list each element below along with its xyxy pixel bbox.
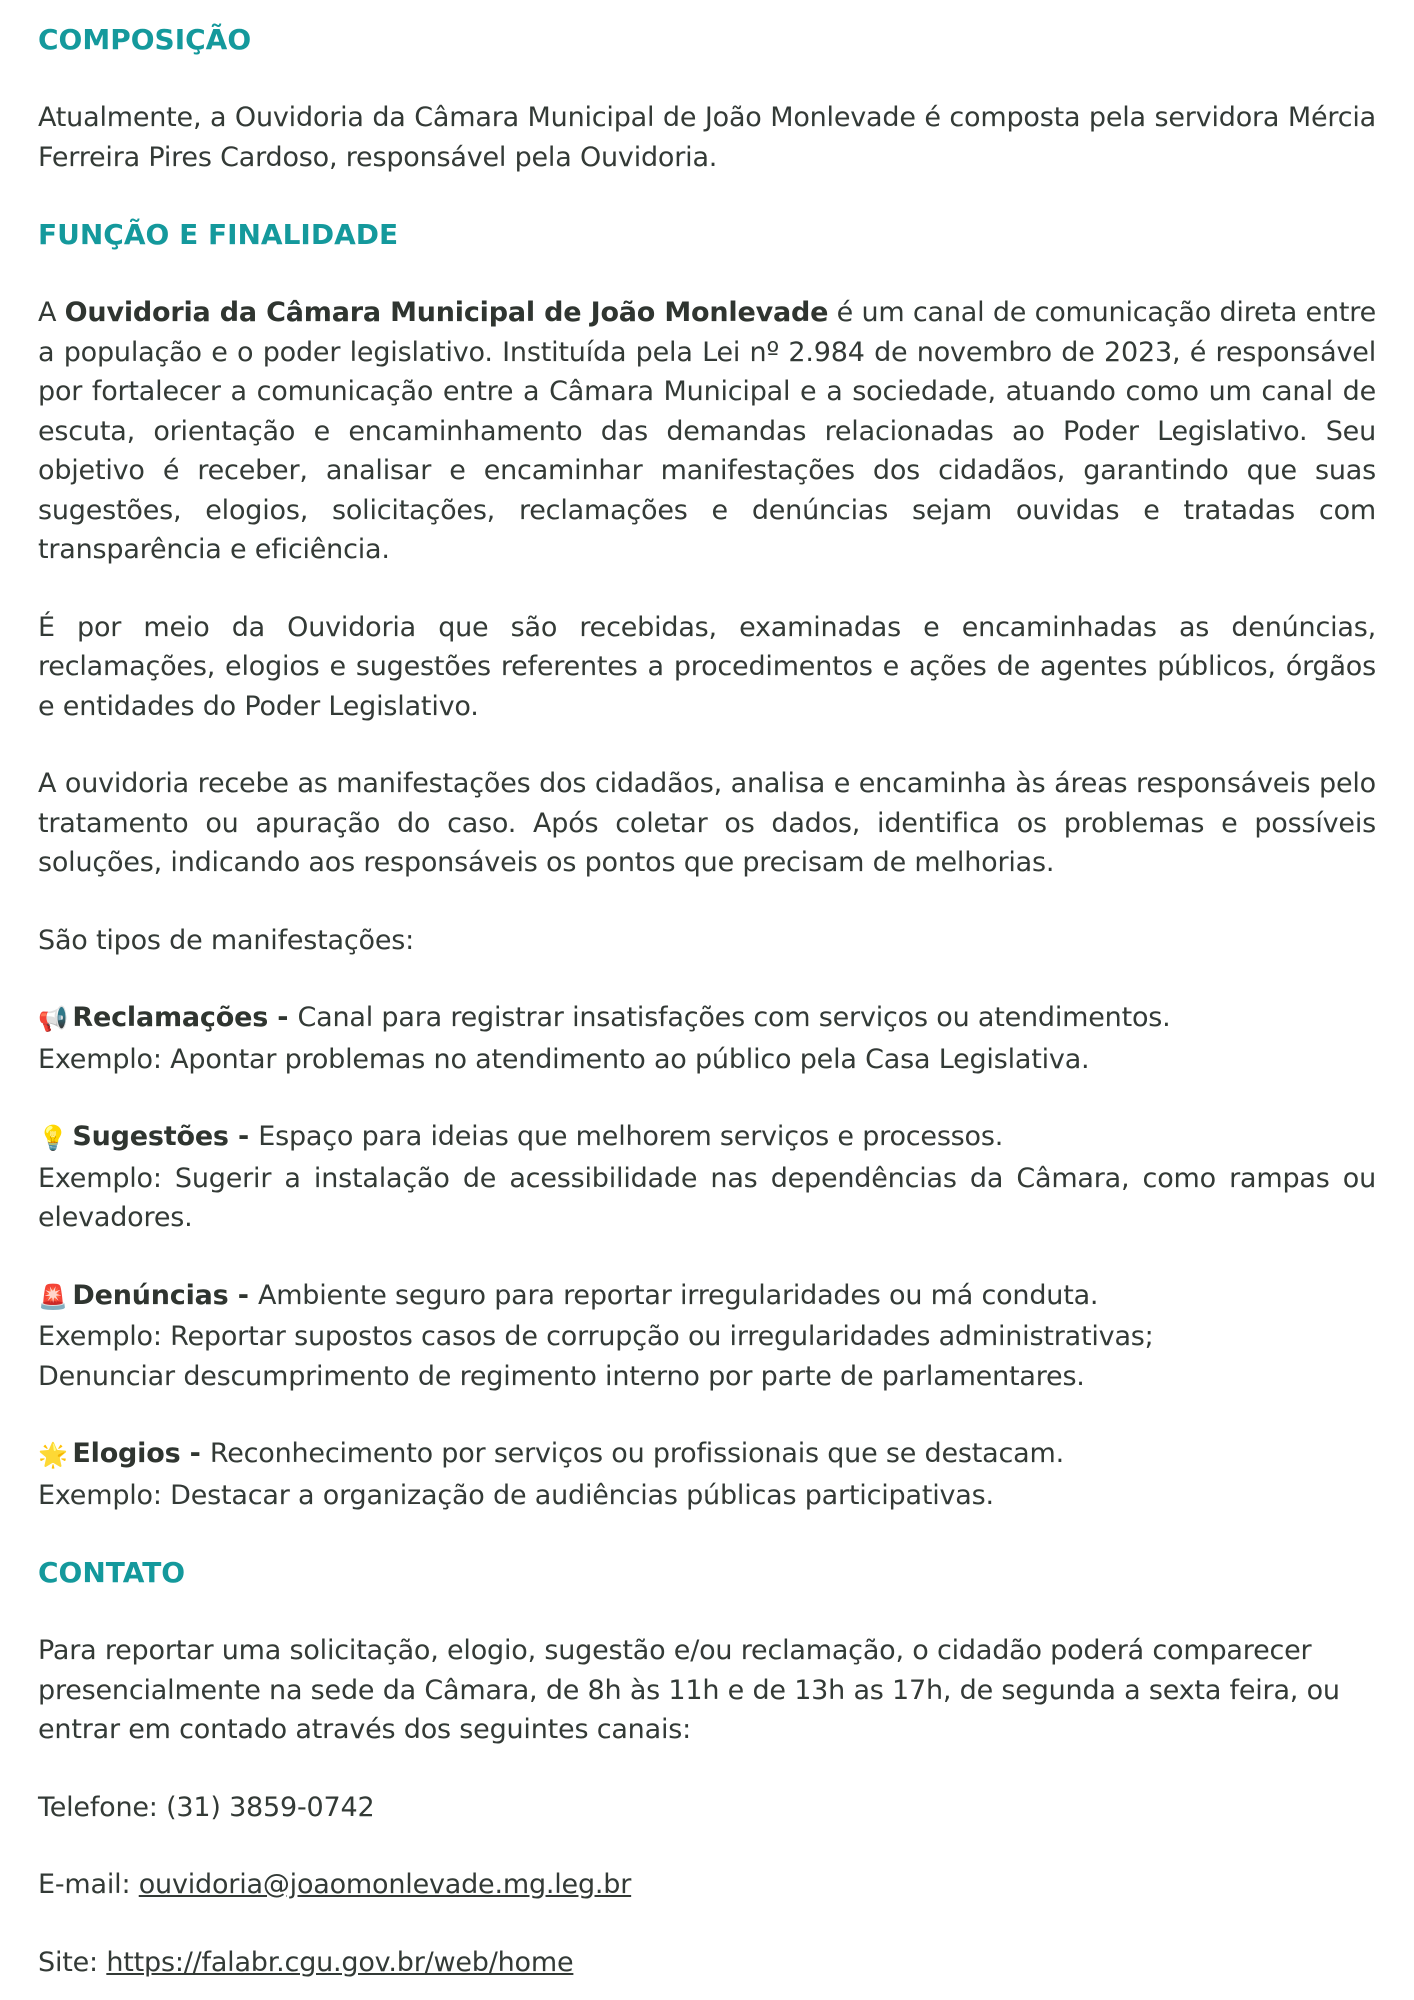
heading-contato: CONTATO	[38, 1556, 186, 1589]
contato-phone: Telefone: (31) 3859-0742	[38, 1791, 375, 1823]
phone-number: (31) 3859-0742	[166, 1791, 375, 1823]
site-link[interactable]: https://falabr.cgu.gov.br/web/home	[106, 1946, 574, 1978]
type-elogios	[38, 1434, 1376, 1515]
type-desc: Espaço para ideias que melhorem serviços e processos.	[258, 1121, 1004, 1152]
light-bulb-icon: 💡	[38, 1124, 68, 1152]
type-desc: Ambiente seguro para reportar irregularidades ou má conduta.	[257, 1279, 1099, 1311]
types-intro: São tipos de manifestações:	[38, 924, 415, 956]
type-reclamacoes	[38, 998, 1376, 1079]
megaphone-icon: 📢	[38, 1005, 68, 1033]
type-denuncias	[38, 1276, 1376, 1397]
star-icon: 🌟	[38, 1441, 68, 1469]
type-desc: Reconhecimento por serviços ou profissionais que se destacam.	[209, 1438, 1064, 1469]
type-title: Sugestões -	[72, 1121, 259, 1152]
ouvidoria-name: Ouvidoria da Câmara Municipal de João Monlevade	[64, 297, 829, 328]
funcao-paragraph-2: É por meio da Ouvidoria que são recebidas, examinadas e encaminhadas as denúncias, reclamações, elogios e sugestões referentes a procedimentos e ações de agentes públicos, órgãos e entidades do Poder Legislativo.	[38, 611, 1376, 722]
siren-icon: 🚨	[38, 1282, 68, 1311]
contato-site: Site: https://falabr.cgu.gov.br/web/home	[38, 1946, 574, 1978]
funcao-paragraph-1: A Ouvidoria da Câmara Municipal de João Monlevade é um canal de comunicação direta entre a população e o poder legislativo. Instituída pela Lei nº 2.984 de novembro de 2023, é responsável por fortalecer a comunicação entre a Câmara Municipal e a sociedade, atuando como um canal de escuta, orientação e encaminhamento das demandas relacionadas ao Poder Legislativo. Seu objetivo é receber, analisar e encaminhar manifestações dos cidadãos, garantindo que suas sugestões, elogios, solicitações, reclamações e denúncias sejam ouvidas e tratadas com transparência e eficiência.	[38, 297, 1376, 565]
contato-text: Para reportar uma solicitação, elogio, sugestão e/ou reclamação, o cidadão poderá comparecer presencialmente na sede da Câmara, de 8h às 11h e de 13h as 17h, de segunda a sexta feira, ou entrar em contado através dos seguintes canais:	[38, 1635, 1340, 1745]
heading-funcao: FUNÇÃO E FINALIDADE	[38, 218, 399, 251]
type-example: Exemplo: Sugerir a instalação de acessibilidade nas dependências da Câmara, como rampas ou elevadores.	[38, 1162, 1376, 1233]
type-title: Reclamações -	[72, 1002, 298, 1033]
heading-composicao: COMPOSIÇÃO	[38, 23, 252, 56]
type-sugestoes	[38, 1117, 1376, 1238]
type-desc: Canal para registrar insatisfações com serviços ou atendimentos.	[297, 1002, 1171, 1033]
email-link[interactable]: ouvidoria@joaomonlevade.mg.leg.br	[138, 1869, 632, 1900]
composicao-text: Atualmente, a Ouvidoria da Câmara Municipal de João Monlevade é composta pela servidora Mércia Ferreira Pires Cardoso, responsável pela Ouvidoria.	[38, 102, 1376, 173]
type-example: Exemplo: Reportar supostos casos de corrupção ou irregularidades administrativas;	[38, 1321, 1154, 1352]
type-title: Denúncias -	[72, 1279, 258, 1311]
type-example: Exemplo: Destacar a organização de audiências públicas participativas.	[38, 1479, 994, 1511]
contato-email: E-mail: ouvidoria@joaomonlevade.mg.leg.br	[38, 1869, 632, 1900]
type-example: Exemplo: Apontar problemas no atendimento ao público pela Casa Legislativa.	[38, 1043, 1090, 1075]
funcao-paragraph-3: A ouvidoria recebe as manifestações dos cidadãos, analisa e encaminha às áreas responsáveis pelo tratamento ou apuração do caso. Após coletar os dados, identifica os problemas e possíveis soluções, indicando aos responsáveis os pontos que precisam de melhorias.	[38, 768, 1376, 878]
type-title: Elogios -	[72, 1438, 210, 1469]
type-example-2: Denunciar descumprimento de regimento interno por parte de parlamentares.	[38, 1360, 1085, 1392]
